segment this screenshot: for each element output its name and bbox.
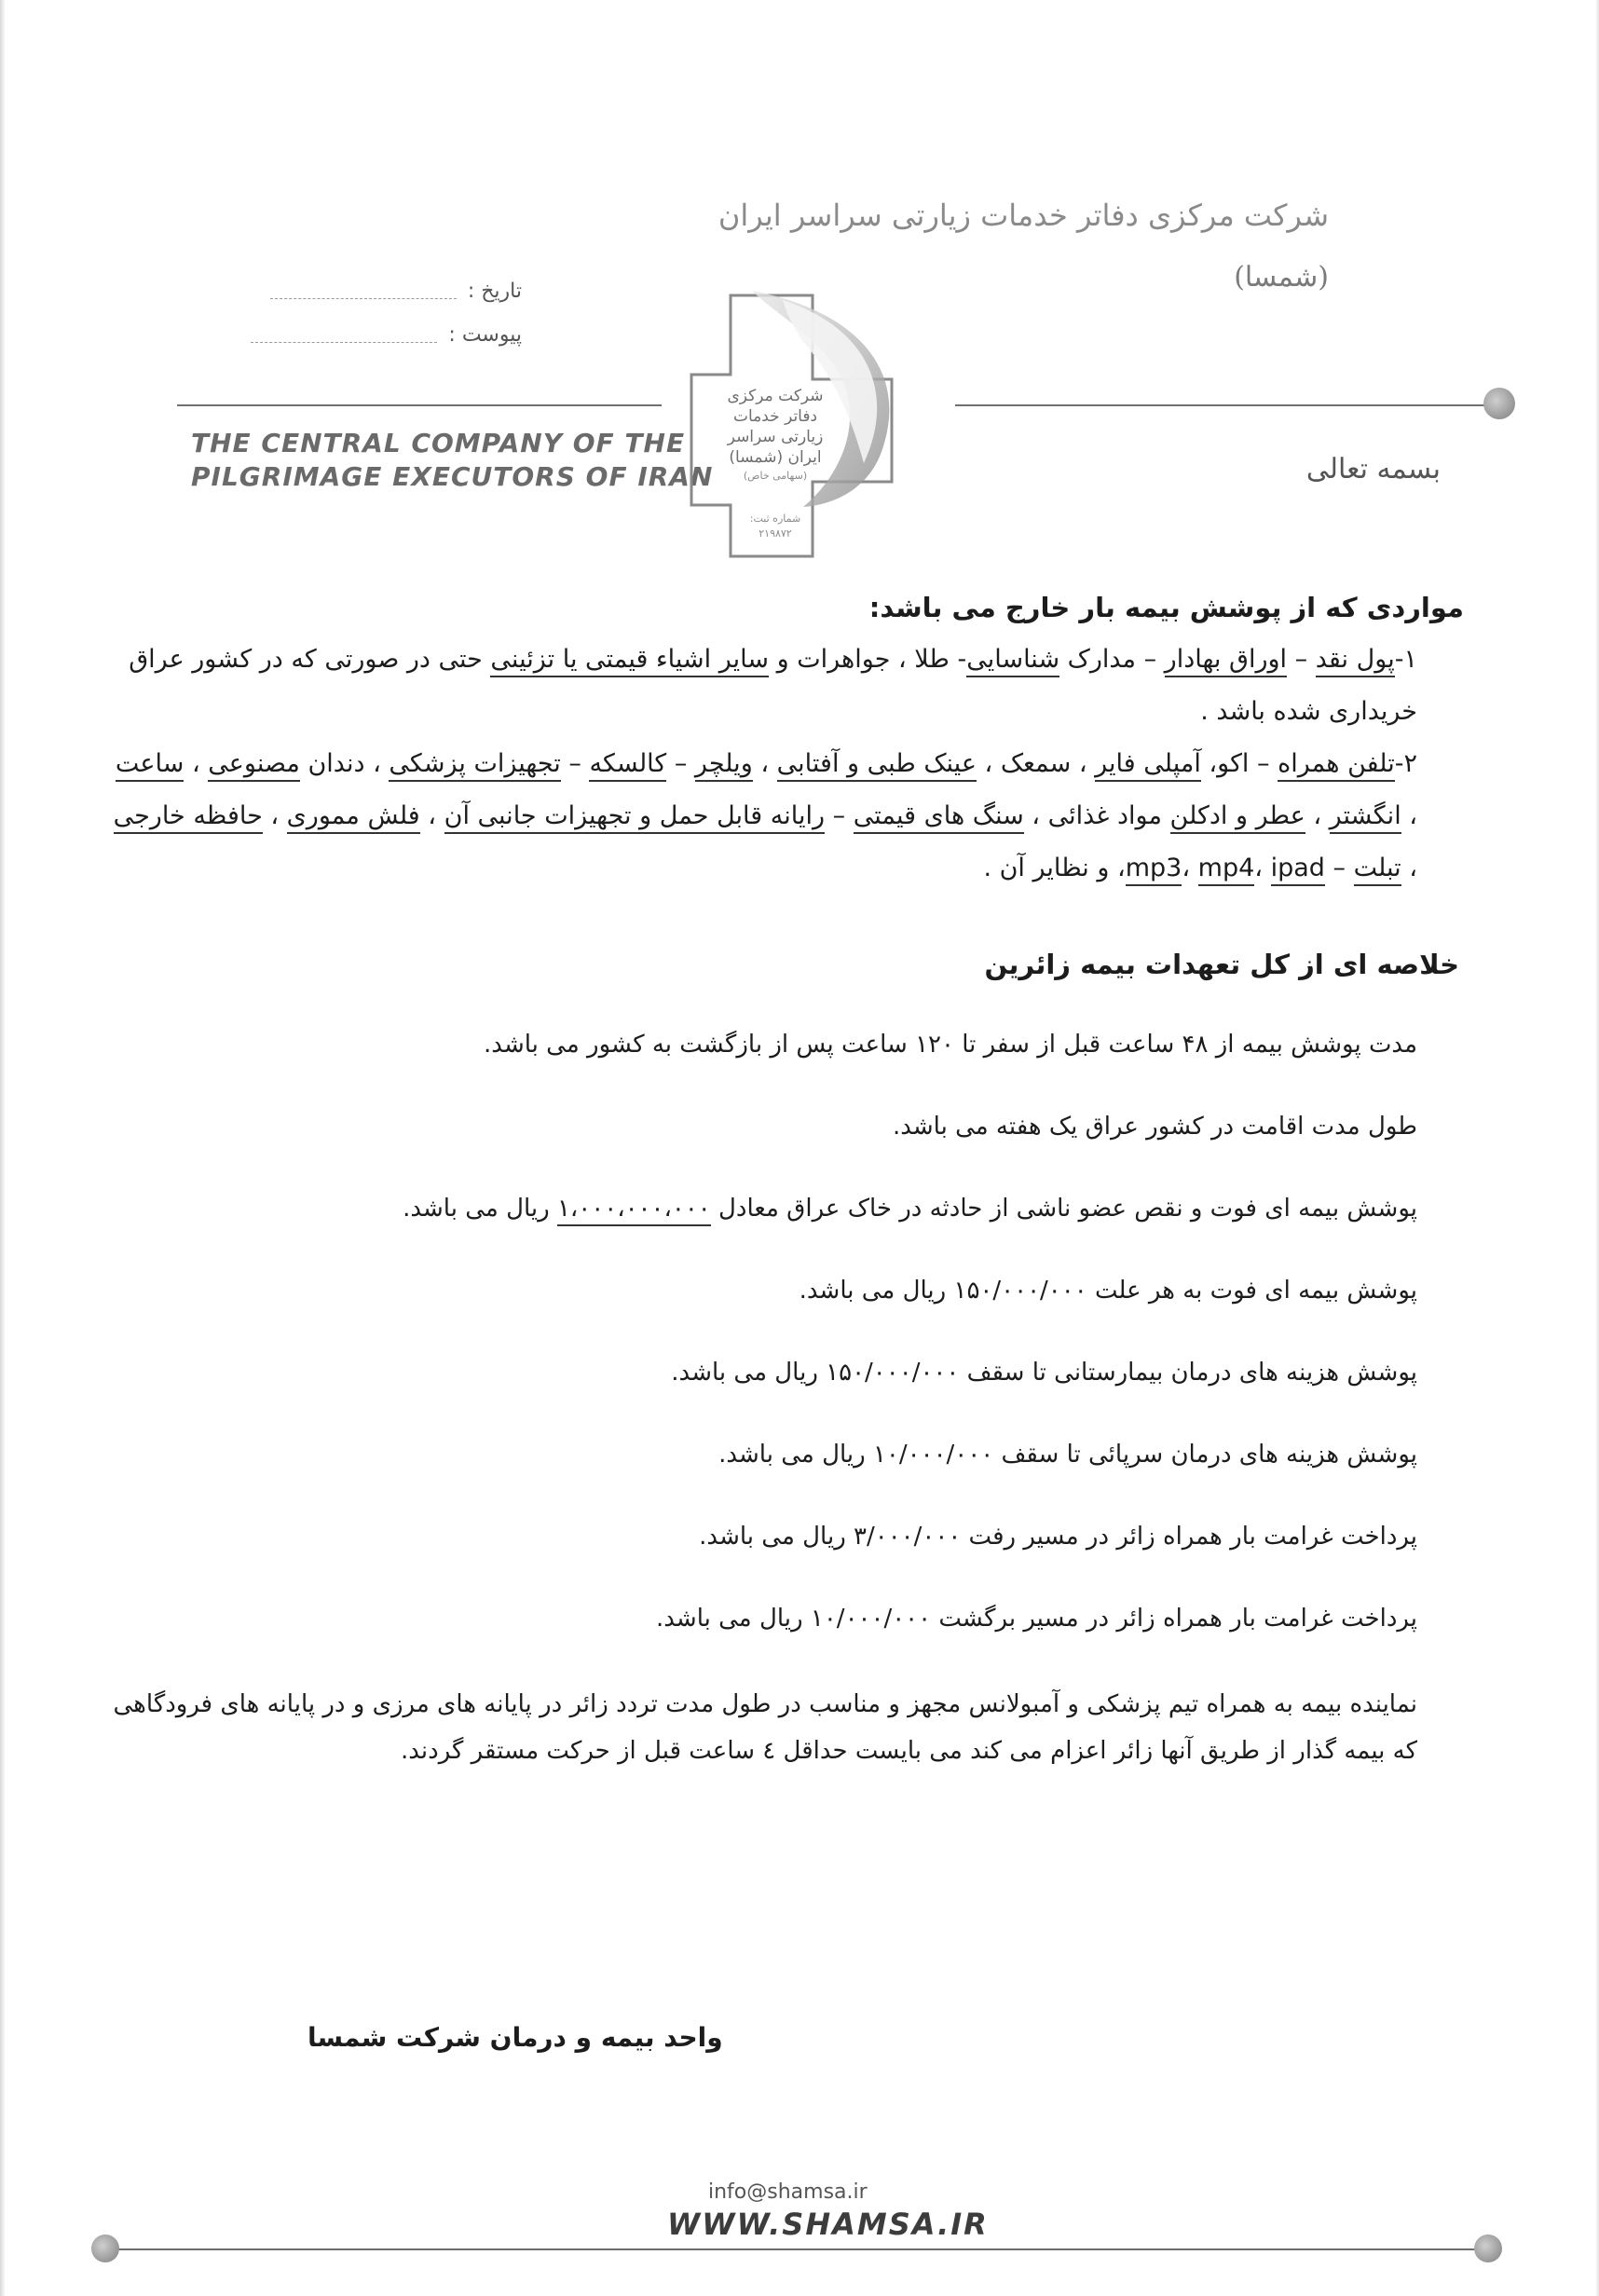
item2-amplifier: آمپلی فایر bbox=[1095, 749, 1201, 782]
logo-text-4: ایران (شمسا) bbox=[729, 448, 822, 467]
summary-line-3-tail: ریال می باشد. bbox=[403, 1195, 557, 1223]
header-company-name-fa: شرکت مرکزی دفاتر خدمات زیارتی سراسر ایران bbox=[718, 198, 1329, 233]
logo-text-5: (سهامی خاص) bbox=[743, 470, 808, 482]
exclusions-title: مواردی که از پوشش بیمه بار خارج می باشد: bbox=[868, 592, 1464, 623]
date-field bbox=[186, 280, 522, 303]
item1-prefix: ۱- bbox=[1394, 645, 1417, 674]
summary-line-5: پوشش هزینه های درمان بیمارستانی تا سقف ۱۵۰/۰۰۰/۰۰۰ ریال می باشد. bbox=[671, 1359, 1417, 1387]
attachment-field bbox=[186, 323, 522, 347]
item1-valuables: سایر اشیاء قیمتی یا تزئینی bbox=[490, 645, 769, 677]
item2-sep10: ، bbox=[1401, 854, 1417, 882]
page-edge-right bbox=[1595, 0, 1599, 2296]
company-name-en bbox=[191, 427, 713, 494]
item2-sep11: – bbox=[1324, 854, 1354, 882]
item2-prosthetic: مصنوعی bbox=[208, 749, 300, 782]
exclusion-item-1 bbox=[113, 634, 1417, 738]
company-logo bbox=[673, 291, 952, 561]
summary-line-3 bbox=[113, 1189, 1417, 1228]
item2-flash: فلش مموری bbox=[287, 801, 420, 834]
company-name-en-line1: THE CENTRAL COMPANY OF THE bbox=[191, 428, 686, 458]
summary-line-8: پرداخت غرامت بار همراه زائر در مسیر برگشت ۱۰/۰۰۰/۰۰۰ ریال می باشد. bbox=[656, 1605, 1417, 1633]
summary-line-2: طول مدت اقامت در کشور عراق یک هفته می باشد. bbox=[892, 1113, 1417, 1141]
item2-hearing: ، سمعک ، bbox=[976, 749, 1096, 778]
header-rule-left bbox=[177, 404, 662, 406]
item2-sep1: ، bbox=[752, 749, 777, 778]
logo-text-2: دفاتر خدمات bbox=[732, 407, 818, 426]
summary-line-4: پوشش بیمه ای فوت به هر علت ۱۵۰/۰۰۰/۰۰۰ ریال می باشد. bbox=[799, 1277, 1417, 1305]
item2-glasses: عینک طبی و آفتابی bbox=[777, 749, 977, 782]
item1-sep: – bbox=[1287, 645, 1316, 674]
item1-gold: - طلا ، جواهرات و bbox=[769, 645, 967, 674]
header-rule-dot bbox=[1483, 388, 1515, 419]
item2-ring: انگشتر bbox=[1330, 801, 1401, 834]
exclusions-section bbox=[113, 581, 1464, 895]
signature-unit: واحد بیمه و درمان شرکت شمسا bbox=[308, 2022, 723, 2053]
item2-sep2: – bbox=[666, 749, 695, 778]
item2-external-drive: حافظه خارجی bbox=[114, 801, 263, 834]
summary-line-1: مدت پوشش بیمه از ۴۸ ساعت قبل از سفر تا ۱۲۰ ساعت پس از بازگشت به کشور می باشد. bbox=[484, 1031, 1417, 1059]
item2-food: مواد غذائی ، bbox=[1023, 801, 1170, 830]
item2-gems: سنگ های قیمتی bbox=[854, 801, 1024, 834]
item2-ipad: ipad bbox=[1271, 854, 1325, 886]
exclusion-item-2 bbox=[113, 738, 1417, 895]
item2-mobile: تلفن همراه bbox=[1278, 749, 1395, 782]
header-fields bbox=[186, 280, 522, 367]
item1-id: شناسایی bbox=[966, 645, 1059, 677]
logo-text-6: شماره ثبت: bbox=[749, 512, 801, 525]
item2-sep4: ، bbox=[184, 749, 209, 778]
item2-mp4: mp4 bbox=[1198, 854, 1255, 886]
summary-line-3-text: پوشش بیمه ای فوت و نقص عضو ناشی از حادثه در خاک عراق معادل bbox=[710, 1195, 1417, 1223]
summary-line-3-amount: ۱،۰۰۰،۰۰۰،۰۰۰ bbox=[557, 1195, 711, 1226]
item2-tablet: تبلت bbox=[1354, 854, 1401, 886]
item2-stroller: کالسکه bbox=[589, 749, 666, 782]
date-line bbox=[270, 297, 457, 299]
item2-medical: تجهیزات پزشکی bbox=[389, 749, 560, 782]
summary-section bbox=[113, 1025, 1417, 1817]
item2-wheelchair: ویلچر bbox=[695, 749, 753, 782]
item2-sep5: ، bbox=[1401, 801, 1417, 830]
item2-sep12: ، bbox=[1182, 854, 1198, 882]
item2-perfume: عطر و ادکلن bbox=[1170, 801, 1305, 834]
attachment-label: پیوست : bbox=[448, 323, 522, 347]
logo-text-1: شرکت مرکزی bbox=[727, 387, 824, 405]
footer-dot-right bbox=[1474, 2234, 1502, 2262]
company-name-en-line2: PILGRIMAGE EXECUTORS OF IRAN bbox=[191, 461, 714, 492]
item2-laptop: رایانه قابل حمل و تجهیزات جانبی آن bbox=[444, 801, 825, 834]
summary-line-7: پرداخت غرامت بار همراه زائر در مسیر رفت ۳/۰۰۰/۰۰۰ ریال می باشد. bbox=[699, 1523, 1417, 1551]
item1-tail: حتی در صورتی که در کشور عراق خریداری شده باشد . bbox=[129, 645, 1417, 726]
item1-docs: – مدارک bbox=[1059, 645, 1165, 674]
item2-sep8: ، bbox=[419, 801, 444, 830]
footer-website[interactable]: WWW.SHAMSA.IR bbox=[667, 2207, 989, 2242]
summary-line-6: پوشش هزینه های درمان سرپائی تا سقف ۱۰/۰۰۰/۰۰۰ ریال می باشد. bbox=[718, 1441, 1417, 1469]
item2-dental: ، دندان bbox=[299, 749, 390, 778]
item2-sep3: – bbox=[560, 749, 590, 778]
item1-securities: اوراق بهادار bbox=[1165, 645, 1287, 677]
item2-sep7: – bbox=[825, 801, 854, 830]
summary-closing-paragraph: نماینده بیمه به همراه تیم پزشکی و آمبولانس مجهز و مناسب در طول مدت تردد زائر در پایانه های مرزی و در پایانه های فرودگاهی که بیمه گذار از طریق آنها زائر اعزام می کند می بایست حداقل ٤ ساعت قبل از حرکت مستقر گردند. bbox=[113, 1690, 1417, 1765]
footer-dot-left bbox=[91, 2234, 119, 2262]
date-label: تاریخ : bbox=[467, 280, 522, 303]
item2-watch: ساعت bbox=[116, 749, 184, 782]
item2-tail: ، و نظایر آن . bbox=[983, 854, 1126, 882]
summary-title: خلاصه ای از کل تعهدات بیمه زائرین bbox=[984, 949, 1459, 980]
footer-email[interactable]: info@shamsa.ir bbox=[708, 2180, 868, 2204]
header-company-short-fa: (شمسا) bbox=[1234, 261, 1329, 294]
header-rule-right bbox=[955, 404, 1496, 406]
bismillah-heading: بسمه تعالی bbox=[1305, 453, 1441, 485]
item2-sep6: ، bbox=[1305, 801, 1330, 830]
attachment-line bbox=[251, 341, 437, 343]
page-edge-left bbox=[0, 0, 6, 2296]
item2-echo: – اکو، bbox=[1200, 749, 1278, 778]
item2-prefix: ۲- bbox=[1394, 749, 1417, 778]
item2-mp3: mp3 bbox=[1126, 854, 1182, 886]
logo-text-7: ۲۱۹۸۷۲ bbox=[758, 527, 792, 540]
footer-rule bbox=[108, 2248, 1487, 2250]
item2-sep9: ، bbox=[262, 801, 287, 830]
item1-cash: پول نقد bbox=[1316, 645, 1395, 677]
item2-sep13: ، bbox=[1254, 854, 1271, 882]
logo-text-3: زیارتی سراسر bbox=[727, 428, 824, 446]
